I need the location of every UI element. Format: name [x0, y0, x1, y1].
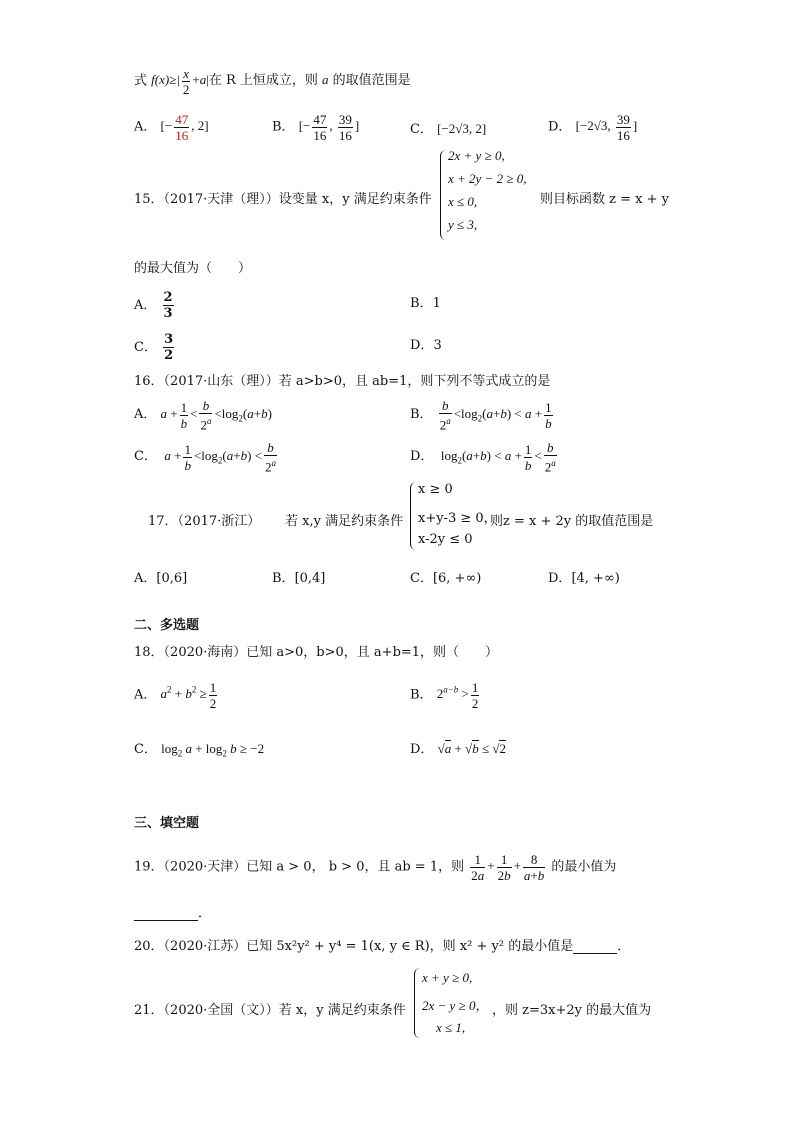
q19-expression: $\frac{1}{2a}$ + $\frac{1}{2b}$ + $\frac{8}{a+b}$	[471, 852, 545, 883]
q15-option-b[interactable]: B．1	[410, 296, 441, 311]
q15-option-d[interactable]: D．3	[410, 338, 442, 353]
q17-option-c[interactable]: C．[6, +∞)	[410, 571, 482, 586]
q16-stem: 16．（2017·山东（理））若 a>b>0，且 ab=1，则下列不等式成立的是	[134, 374, 551, 389]
q14-stem-expr: f(x)≥| $\frac{x}{2}$ +a|	[151, 66, 209, 97]
q16-option-c[interactable]: C． a + $\frac{1}{b}$ $<\log_2(a+b)$ < $\frac{b}{2^a}$	[134, 440, 276, 475]
q15-objective: 则目标函数 z = x + y	[540, 192, 669, 207]
q18-option-a[interactable]: A． $a^2 + b^2$ ≥ $\frac{1}{2}$	[134, 680, 217, 711]
q18-option-b[interactable]: B． $2^{a-b}$ > $\frac{1}{2}$	[410, 680, 479, 711]
q16-option-d[interactable]: D． $\log_2(a+b) < a$ + $\frac{1}{b}$ < $\frac{b}{2^a}$	[410, 440, 556, 475]
q19-source: （2020·天津）	[163, 859, 247, 875]
q15-stem-tail: 的最大值为（ ）	[134, 261, 252, 276]
q19-answer-line[interactable]: ．	[134, 902, 211, 921]
q15-option-a[interactable]: A． $\frac{2}{3}$	[134, 290, 173, 321]
q14-option-c[interactable]: C． [−2√3, 2]	[410, 121, 487, 137]
q17-option-b[interactable]: B．[0,4]	[272, 571, 326, 586]
q14-stem	[134, 66, 411, 97]
q18-source: （2020·海南）	[163, 645, 247, 660]
q18-option-c[interactable]: C． $\log_2 a + \log_2 b \ge -2$	[134, 741, 265, 759]
q20-source: （2020·江苏）	[163, 939, 247, 954]
q21-source: （2020·全国（文））	[163, 1003, 279, 1018]
q18-option-d[interactable]: D． √a + √b ≤ √2	[410, 741, 506, 757]
q19-stem: 19．（2020·天津）已知 a > 0， b > 0，且 ab = 1，则 $\frac{1}{2a}$ + $\frac{1}{2b}$ + $\frac{8}{a+b}$ 的最小值为	[134, 852, 617, 883]
q20-answer-blank[interactable]	[573, 939, 617, 954]
q15-option-c[interactable]: C． $\frac{3}{2}$	[134, 332, 174, 363]
q17-option-d[interactable]: D．[4, +∞)	[548, 571, 620, 586]
q14-option-b[interactable]: B． [− $\frac{47}{16}$ , $\frac{39}{16}$ ]	[272, 112, 360, 143]
q15-brace	[440, 150, 447, 240]
q17-stem-a: 若 x,y 满足约束条件	[285, 514, 404, 529]
q19-answer-blank[interactable]	[134, 906, 198, 921]
q21-objective: ，则 z=3x+2y 的最大值为	[492, 1003, 652, 1018]
q17-stem-b: 则z = x + 2y 的取值范围是	[490, 514, 654, 529]
q17-stem: 17．（2017·浙江）	[148, 514, 261, 529]
q16-option-b[interactable]: B． $\frac{b}{2^a}$ $<\log_2(a+b) < a$ + $\frac{1}{b}$	[410, 398, 552, 433]
q21-stem: 21．（2020·全国（文））若 x，y 满足约束条件	[134, 1003, 406, 1018]
q21-brace	[414, 968, 421, 1038]
q15-stem: 15．（2017·天津（理））设变量 x，y 满足约束条件	[134, 192, 432, 207]
q16-source: （2017·山东（理））	[163, 374, 279, 389]
q15-source: （2017·天津（理））	[163, 192, 279, 207]
exam-page: 式 f(x)≥| $\frac{x}{2}$ +a|在 R 上恒成立，则 a 的取值范围是 A． [− $\frac{47}{16}$ , 2] B． [− $\frac{47}{16}$ , $\frac{39}{16}$ ] C． [−2√3, 2] D． [−2√3, $\frac{39}{16}$ ] 15．（2017·天津（理））设变量 x，y 满足约束条件 2x + y ≥ 0, x + 2y − 2 ≥ 0, x ≤ 0, y ≤ 3, 则目标函数 z = x + y 的最大值为（ ） A． $\frac{2}{3}$ B．1 C． $\frac{3}{2}$ D．3 16．（2017·山东（理））若 a>b>0，且 ab=1，则下列不等式成立的是 A． a + $\frac{1}{b}$ < $\frac{b}{2^a}$ $<\log_2(a+b)$ B． $\frac{b}{2^a}$ $<\log_2(a+b) < a$ + $\frac{1}{b}$ C． a + $\frac{1}{b}$ $<\log_2(a+b)$ < $\frac{b}{2^a}$ D． $\log_2(a+b) < a$ + $\frac{1}{b}$ < $\frac{b}{2^a}$ 17．（2017·浙江） 若 x,y 满足约束条件 x ≥ 0 x+y-3 ≥ 0， x-2y ≤ 0 则z = x + 2y 的取值范围是 A．[0,6] B．[0,4] C．[6, +∞) D．[4, +∞) 二、多选题 18．（2020·海南）已知 a>0，b>0，且 a+b=1，则（ ） A． $a^2 + b^2$ ≥ $\frac{1}{2}$ B． $2^{a-b}$ > $\frac{1}{2}$ C． $\log_2 a + \log_2 b \ge -2$ D． √a + √b ≤ √2 三、填空题 19．（2020·天津）已知 a > 0， b > 0，且 ab = 1，则 $\frac{1}{2a}$ + $\frac{1}{2b}$ + $\frac{8}{a+b}$ 的最小值为 ． 20．（2020·江苏）已知 5x²y² + y⁴ = 1(x, y ∈ R)，则 x² + y² 的最小值是 ． 21．（2020·全国（文））若 x，y 满足约束条件 x + y ≥ 0, 2x − y ≥ 0， x ≤ 1, ，则 z=3x+2y 的最大值为	[0, 0, 794, 1123]
q14-stem-prefix: 式	[134, 73, 148, 89]
q18-stem: 18．（2020·海南）已知 a>0，b>0，且 a+b=1，则（ ）	[134, 645, 499, 660]
q20-stem: 20．（2020·江苏）已知 5x²y² + y⁴ = 1(x, y ∈ R)，则 x² + y² 的最小值是 ．	[134, 939, 631, 954]
q14-stem-suffix: 在 R 上恒成立，则 a 的取值范围是	[208, 72, 411, 89]
section-title-multi-choice: 二、多选题	[134, 618, 200, 633]
q17-source: （2017·浙江）	[177, 514, 261, 529]
q17-brace	[410, 482, 417, 550]
section-title-fill-blank: 三、填空题	[134, 816, 200, 831]
q14-option-d[interactable]: D． [−2√3, $\frac{39}{16}$ ]	[548, 112, 638, 143]
q16-option-a[interactable]: A． a + $\frac{1}{b}$ < $\frac{b}{2^a}$ $<\log_2(a+b)$	[134, 398, 272, 433]
q14-option-a[interactable]: A． [− $\frac{47}{16}$ , 2]	[134, 112, 209, 143]
q17-option-a[interactable]: A．[0,6]	[134, 571, 188, 586]
